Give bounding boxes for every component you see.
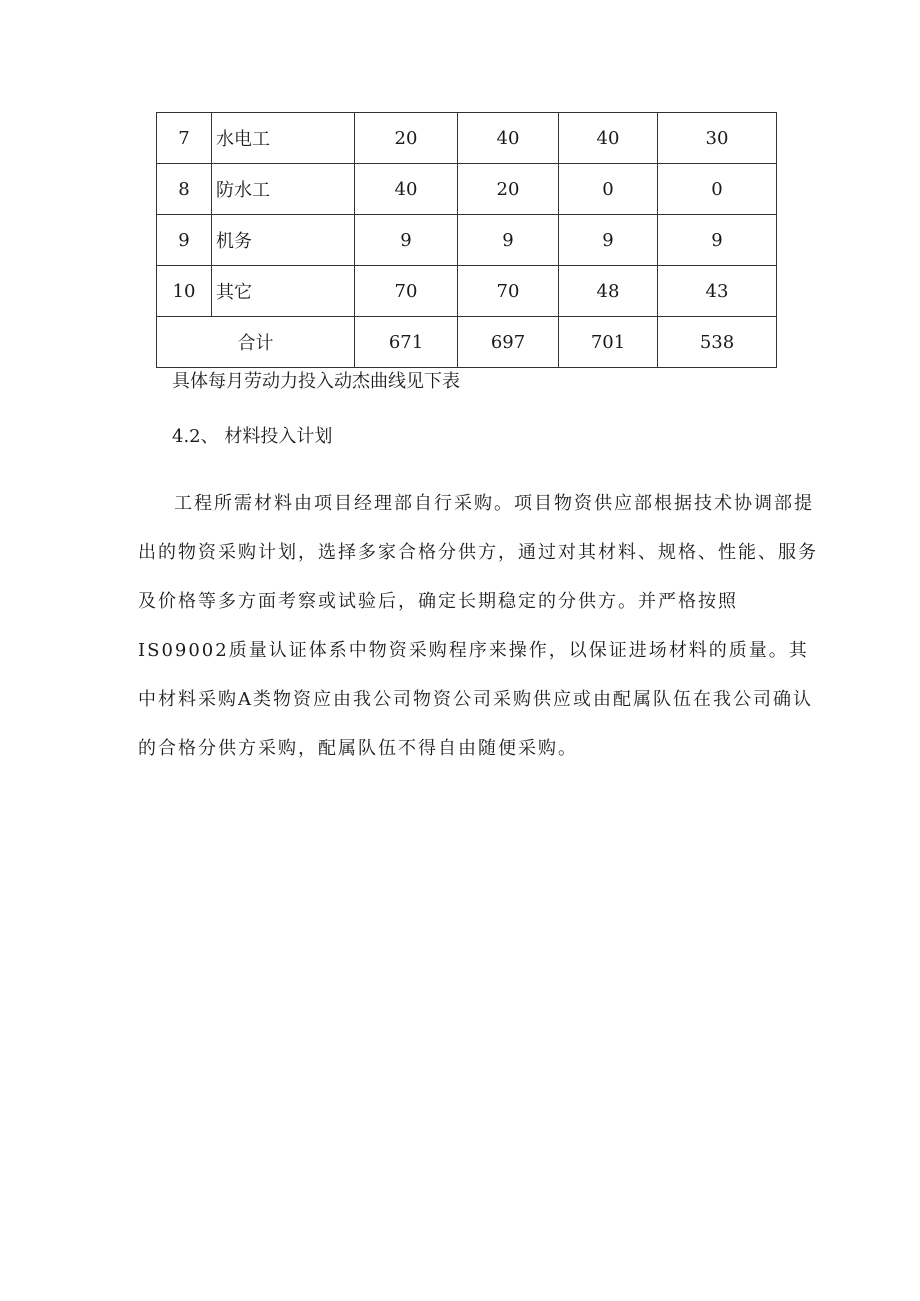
row-number: 10 [157,266,212,317]
trade-name: 水电工 [212,113,355,164]
table-row [157,215,777,266]
row-number: 8 [157,164,212,215]
row-number: 7 [157,113,212,164]
table-row [157,164,777,215]
value-cell: 9 [458,215,559,266]
value-cell: 0 [559,164,658,215]
row-number: 9 [157,215,212,266]
total-value: 671 [355,317,458,368]
labor-table [156,112,777,368]
value-cell: 70 [355,266,458,317]
total-row [157,317,777,368]
value-cell: 20 [458,164,559,215]
section-heading: 4.2、 材料投入计划 [172,426,333,447]
value-cell: 0 [658,164,777,215]
value-cell: 70 [458,266,559,317]
total-label: 合计 [157,317,355,368]
trade-name: 防水工 [212,164,355,215]
total-value: 538 [658,317,777,368]
value-cell: 30 [658,113,777,164]
total-value: 701 [559,317,658,368]
table-row [157,266,777,317]
value-cell: 9 [355,215,458,266]
table-caption: 具体每月劳动力投入动杰曲线见下表 [172,371,460,392]
body-paragraph: 工程所需材料由项目经理部自行采购。项目物资供应部根据技术协调部提出的物资采购计划，选择多家合格分供方，通过对其材料、规格、性能、服务及价格等多方面考察或试验后，确定长期稳定的分供方。并严格按照IS09002质量认证体系中物资采购程序来操作，以保证进场材料的质量。其中材料采购A类物资应由我公司物资公司采购供应或由配属队伍在我公司确认的合格分供方采购，配属队伍不得自由随便采购。 [138,493,818,759]
value-cell: 40 [559,113,658,164]
value-cell: 9 [658,215,777,266]
trade-name: 其它 [212,266,355,317]
value-cell: 20 [355,113,458,164]
total-value: 697 [458,317,559,368]
value-cell: 40 [458,113,559,164]
value-cell: 40 [355,164,458,215]
value-cell: 43 [658,266,777,317]
table-row [157,113,777,164]
value-cell: 48 [559,266,658,317]
value-cell: 9 [559,215,658,266]
trade-name: 机务 [212,215,355,266]
